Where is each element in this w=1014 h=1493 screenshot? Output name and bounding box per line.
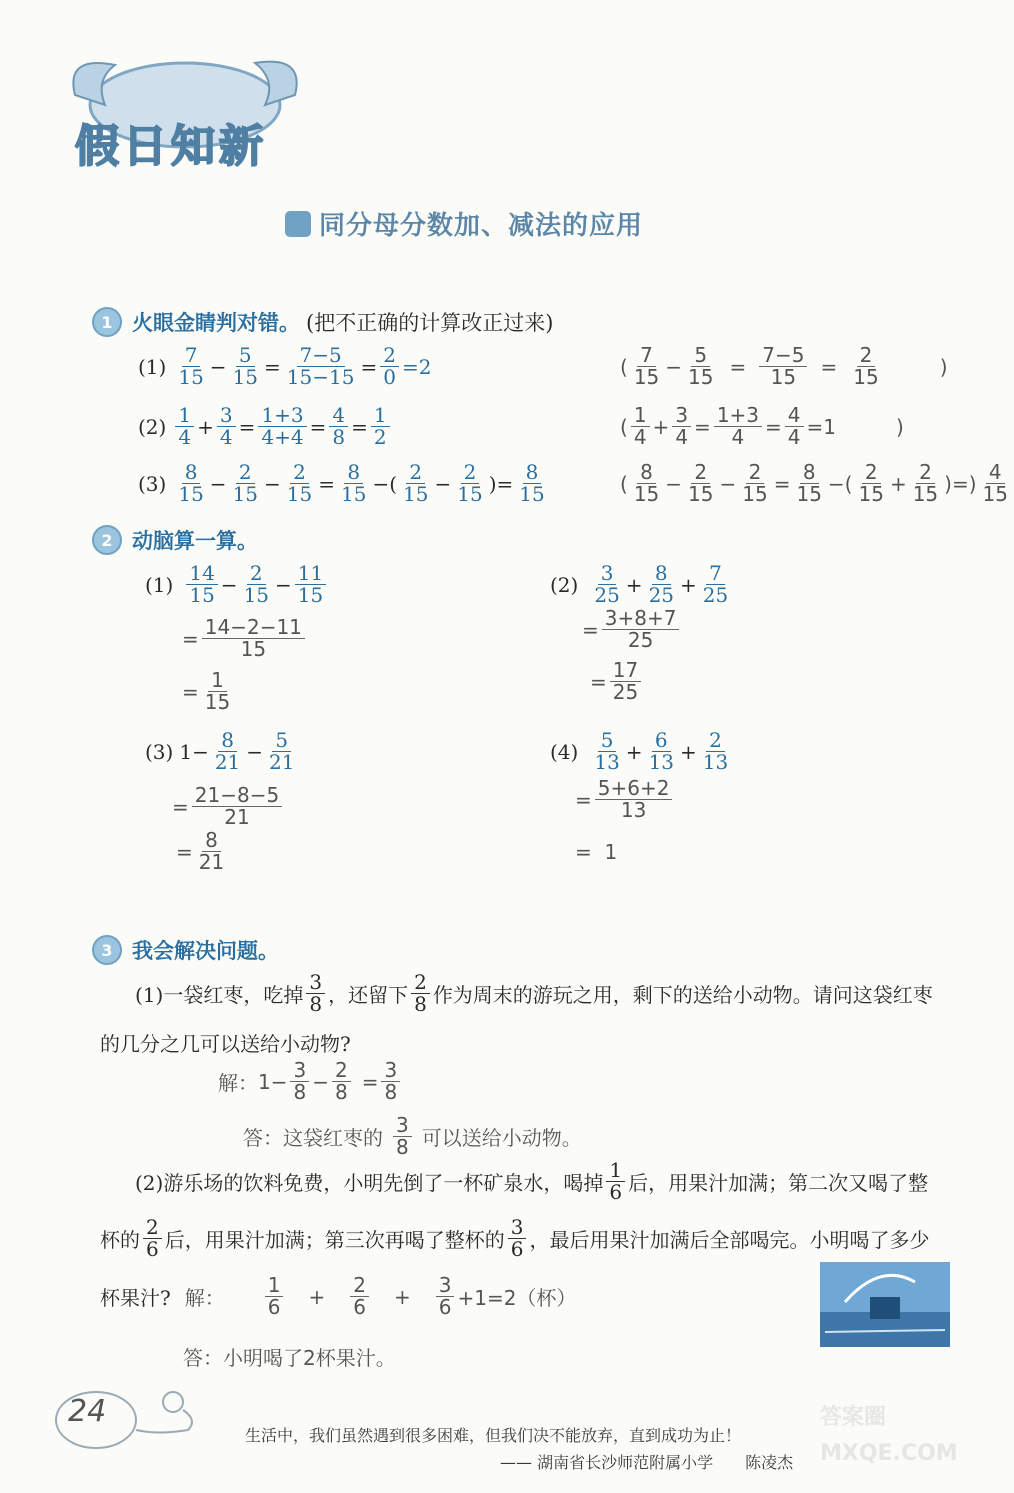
s2-item1: (1) $\frac{14}{15}$ − $\frac{2}{15}$ − $\frac{11}{15}$ (145, 563, 329, 606)
lesson-subtitle: 同分母分数加、减法的应用 (285, 205, 643, 242)
s2-item1-work2: = $\frac{1}{15}$ (182, 668, 231, 714)
lesson-icon (285, 211, 311, 237)
page-number: 24 (68, 1394, 107, 1429)
q2-line2: 杯的 $\frac{2}{6}$ 后，用果汁加满；第三次再喝了整杯的 $\frac{3}{6}$ ，最后用果汁加满后全部喝完。小明喝了多少 (100, 1215, 930, 1261)
q2-line1: (2)游乐场的饮料免费，小明先倒了一杯矿泉水，喝掉 $\frac{1}{6}$ 后，用果汁加满；第二次又喝了整 (135, 1158, 929, 1204)
q1-line1: (1)一袋红枣，吃掉 $\frac{3}{8}$ ，还留下 $\frac{2}{8}$ 作为周末的游玩之用，剩下的送给小动物。请问这袋红枣 (135, 970, 933, 1016)
q1-solution: 解： 1− $\frac{3}{8}$ − $\frac{2}{8}$ = $\frac{3}{8}$ (218, 1060, 403, 1103)
q2-line3: 杯果汁? 解： $\frac{1}{6}$ + $\frac{2}{6}$ + $\frac{3}{6}$ +1=2（杯） (100, 1273, 577, 1319)
s2-item4-work1: = $\frac{5+6+2}{13}$ (575, 778, 675, 821)
section2-title: 2 动脑算一算。 (92, 525, 258, 555)
s2-item3-work1: = $\frac{21-8-5}{21}$ (172, 785, 285, 828)
header-logo (55, 35, 315, 185)
footer-quote: 生活中，我们虽然遇到很多困难，但我们决不能放弃，直到成功为止！ (245, 1426, 742, 1445)
s1-item1: (1) $\frac{7}{15}$ − $\frac{5}{15}$ = $\frac{7-5}{15-15}$ = $\frac{2}{0}$ =2 (138, 343, 432, 389)
section3-badge: 3 (92, 935, 122, 965)
s1-item3: (3) $\frac{8}{15}$ − $\frac{2}{15}$ − $\frac{2}{15}$ = $\frac{8}{15}$ −( $\frac{2}{15}$ − $\frac{2}{15}$ )= $\frac{8}{15}$ (138, 460, 545, 506)
q1-answer: 答：这袋红枣的 $\frac{3}{8}$ 可以送给小动物。 (243, 1113, 582, 1159)
s1-item3-correction: ( $\frac{8}{15}$ − $\frac{2}{15}$ − $\frac{2}{15}$ = $\frac{8}{15}$ −( $\frac{2}{15}$ + $\frac{2}{15}$ )=) $\frac{4}{15}$ (620, 460, 1008, 506)
logo-title: 假日知新 (75, 121, 267, 172)
s2-item2-work2: = $\frac{17}{25}$ (590, 660, 644, 703)
s2-item4: (4) $\frac{5}{13}$ + $\frac{6}{13}$ + $\frac{2}{13}$ (550, 728, 729, 774)
s1-item2-correction: ( $\frac{1}{4}$ + $\frac{3}{4}$ = $\frac{1+3}{4}$ = $\frac{4}{4}$ =1 ) (620, 403, 904, 449)
s2-item3-work2: = $\frac{8}{21}$ (176, 828, 225, 874)
footer-attribution: —— 湖南省长沙师范附属小学 陈凌杰 (500, 1453, 794, 1472)
section1-title: 1 火眼金睛判对错。 (把不正确的计算改正过来) (92, 307, 553, 337)
s2-item2-work1: = $\frac{3+8+7}{25}$ (582, 608, 682, 651)
section1-badge: 1 (92, 307, 122, 337)
s1-item1-correction: ( $\frac{7}{15}$ − $\frac{5}{15}$ = $\frac{7-5}{15}$ = $\frac{2}{15}$ ) (620, 343, 948, 389)
watermark: 答案圈 MXQE.COM (820, 1405, 958, 1466)
s1-item2: (2) $\frac{1}{4}$ + $\frac{3}{4}$ = $\frac{1+3}{4+4}$ = $\frac{4}{8}$ = $\frac{1}{2}$ (138, 405, 393, 448)
q1-line2: 的几分之几可以送给小动物? (100, 1032, 351, 1056)
section3-title: 3 我会解决问题。 (92, 935, 279, 965)
s2-item2: (2) $\frac{3}{25}$ + $\frac{8}{25}$ + $\frac{7}{25}$ (550, 561, 729, 607)
page-number-snail (48, 1380, 208, 1450)
water-fountain-illustration (820, 1262, 950, 1347)
s2-item4-work2: = 1 (575, 840, 618, 864)
s2-item3: (3) 1− $\frac{8}{21}$ − $\frac{5}{21}$ (145, 728, 295, 774)
section2-badge: 2 (92, 525, 122, 555)
q2-answer: 答：小明喝了2杯果汁。 (183, 1346, 396, 1370)
s2-item1-work1: = $\frac{14-2-11}{15}$ (182, 617, 308, 660)
